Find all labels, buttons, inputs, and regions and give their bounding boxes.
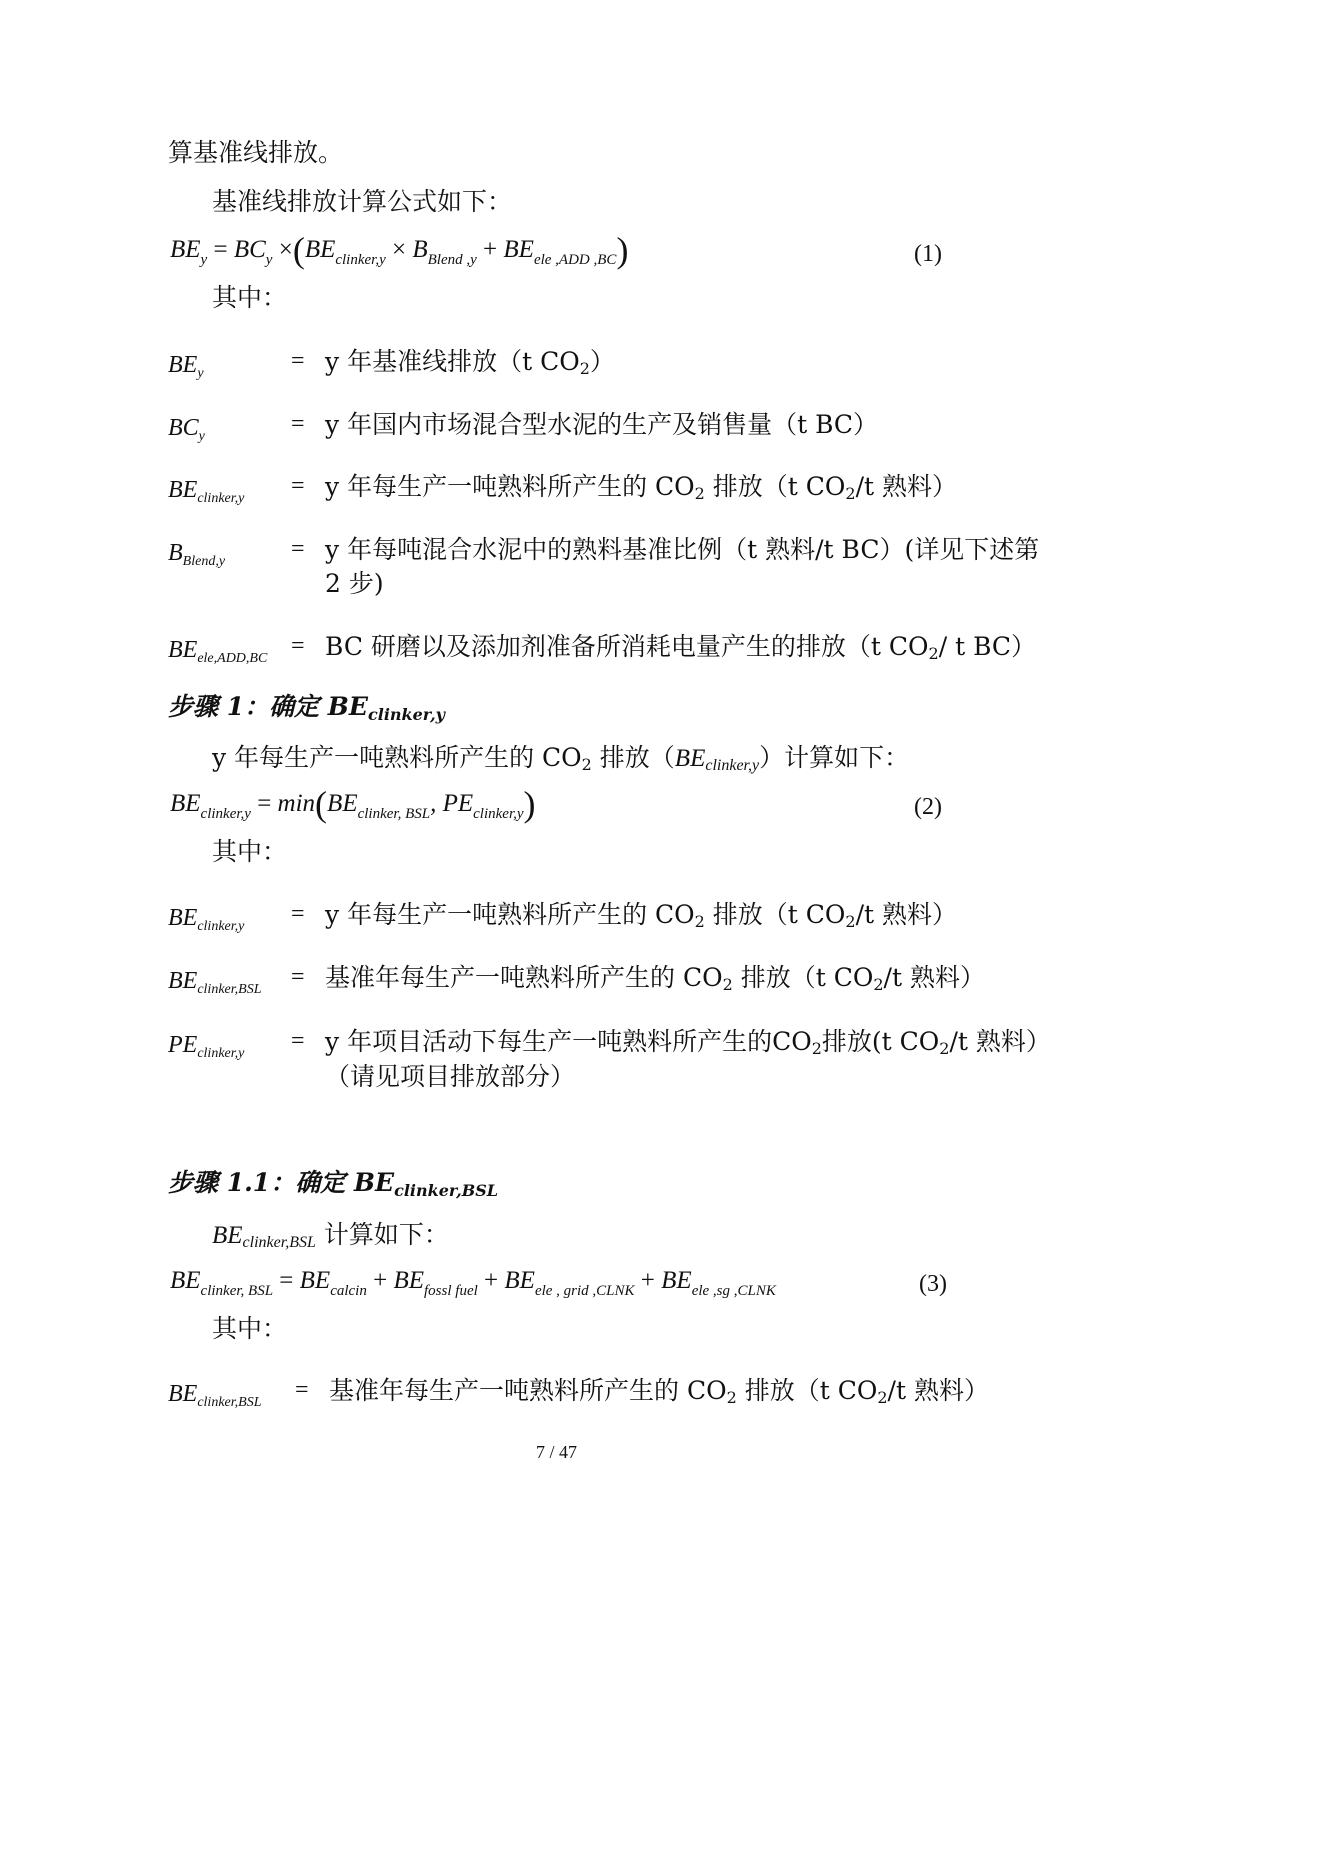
equals-sign: = xyxy=(291,411,305,437)
intro-paragraph: 算基准线排放。 xyxy=(168,138,344,167)
page-number: 7 / 47 xyxy=(536,1442,578,1462)
definition-text: y 年每生产一吨熟料所产生的 $CO_2$ 排放（t $CO_2/t$ 熟料） xyxy=(325,900,958,931)
equation-2: $BE_{clinker,y} = \min(BE_{clinker, BSL}$, $PE_{clinker,y}$) xyxy=(170,784,536,824)
equals-sign: = xyxy=(291,536,305,562)
equals-sign: = xyxy=(291,473,305,499)
equals-sign: = xyxy=(291,964,305,990)
formula-intro: 基准线排放计算公式如下： xyxy=(212,187,513,216)
where-label-1: 其中： xyxy=(212,283,288,312)
definition-text: 基准年每生产一吨熟料所产生的 $CO_2$ 排放（t $CO_2/t$ 熟料） xyxy=(329,1376,989,1407)
step-1-1-text: $BE_{clinker,BSL}$ 计算如下： xyxy=(212,1220,449,1251)
equation-number-2: (2) xyxy=(914,794,942,820)
definition-text: y 年项目活动下每生产一吨熟料所产生的$CO_2$排放(t $CO_2/t$ 熟料） xyxy=(325,1027,1051,1058)
symbol-B-blend-y: $B_{Blend,y}$ xyxy=(168,540,226,569)
equation-1: $BE_y = BC_y \times(BE_{clinker,y} \times B_{Blend ,y} + BE_{ele ,ADD ,BC})$ xyxy=(170,230,629,270)
definition-text: 基准年每生产一吨熟料所产生的 $CO_2$ 排放（t $CO_2/t$ 熟料） xyxy=(325,963,985,994)
definition-text-continued: 2 步) xyxy=(325,569,384,598)
definition-text-continued: （请见项目排放部分） xyxy=(325,1062,576,1091)
symbol-BE-clinker-y: $BE_{clinker,y}$ xyxy=(168,905,245,934)
symbol-BC-y: $BC_y$ xyxy=(168,415,205,444)
symbol-BE-y: $BE_y$ xyxy=(168,352,204,381)
where-label-3: 其中： xyxy=(212,1314,288,1343)
definition-text: y 年国内市场混合型水泥的生产及销售量（t BC） xyxy=(325,410,879,439)
step-1-text: y 年每生产一吨熟料所产生的 $CO_2$ 排放$(BE_{clinker,y})$计算如下： xyxy=(212,743,910,774)
equals-sign: = xyxy=(291,348,305,374)
symbol-BE-clinker-BSL: $BE_{clinker,BSL}$ xyxy=(168,1381,262,1410)
step-1-1-heading: 步骤 1.1：确定 $BE_{clinker,BSL}$ xyxy=(168,1168,499,1200)
symbol-PE-clinker-y: $PE_{clinker,y}$ xyxy=(168,1032,245,1061)
step-1-heading: 步骤 1：确定 $BE_{clinker,y}$ xyxy=(168,692,445,724)
equals-sign: = xyxy=(295,1377,309,1403)
equals-sign: = xyxy=(291,633,305,659)
symbol-BE-clinker-BSL: $BE_{clinker,BSL}$ xyxy=(168,968,262,997)
equation-number-1: (1) xyxy=(914,241,942,267)
symbol-BE-clinker-y: $BE_{clinker,y}$ xyxy=(168,477,245,506)
equation-3: $BE_{clinker, BSL} = BE_{calcin} + BE_{fossl fuel} + BE_{ele , grid ,CLNK} + BE_{ele ,sg ,CLNK}$ xyxy=(170,1267,776,1299)
where-label-2: 其中： xyxy=(212,837,288,866)
definition-text: y 年每生产一吨熟料所产生的 $CO_2$ 排放（t $CO_2/t$ 熟料） xyxy=(325,472,958,503)
definition-text: y 年基准线排放（t $CO_2$） xyxy=(325,347,615,378)
equals-sign: = xyxy=(291,1028,305,1054)
equation-number-3: (3) xyxy=(919,1271,947,1297)
definition-text: BC 研磨以及添加剂准备所消耗电量产生的排放（t $CO_2/$ t BC） xyxy=(325,632,1037,663)
symbol-BE-ele-ADD-BC: $BE_{ele,ADD,BC}$ xyxy=(168,637,268,666)
equals-sign: = xyxy=(291,901,305,927)
definition-text: y 年每吨混合水泥中的熟料基准比例（t 熟料/t BC）(详见下述第 xyxy=(325,535,1040,564)
